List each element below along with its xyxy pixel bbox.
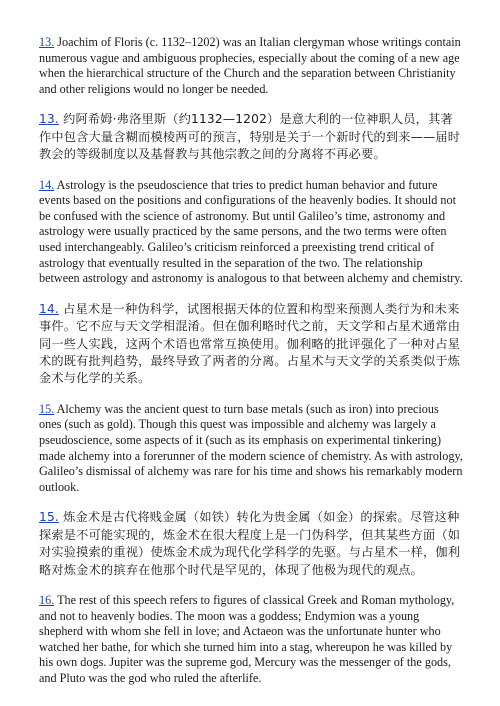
note-text: Astrology is the pseudoscience that tries to predict human behavior and future events based on the positions and configurations of the heavenly bodies. It should not be confused with the science of astronomy. But until Galileo’s time, astronomy and astrology were usually practiced by the same persons, and the two terms were often used interchangeably. Galileo’s criticism reinforced a preexisting trend critical of astrology that eventually resulted in the separation of the two. The relationship between astrology and astronomy is analogous to that between alchemy and chemistry. bbox=[39, 177, 463, 286]
note-number-link[interactable]: 16. bbox=[39, 592, 55, 607]
note-13-en bbox=[39, 35, 463, 97]
note-number-link[interactable]: 14. bbox=[39, 301, 59, 316]
note-text: 约阿希姆·弗洛里斯（约1132—1202）是意大利的一位神职人员，其著作中包含大量含糊而模棱两可的预言，特别是关于一个新时代的到来——届时教会的等级制度以及基督教与其他宗教之间的分离将不再必要。 bbox=[39, 112, 461, 162]
note-text: 炼金术是古代将贱金属（如铁）转化为贵金属（如金）的探索。尽管这种探索是不可能实现的，炼金术在很大程度上是一门伪科学，但其某些方面（如对实验摸索的重视）使炼金术成为现代化学科学的先驱。与占星术一样，伽利略对炼金术的摈弃在他那个时代是罕见的，体现了他极为现代的观点。 bbox=[39, 510, 461, 577]
note-number-link[interactable]: 15. bbox=[39, 510, 59, 525]
note-15-zh bbox=[39, 509, 463, 579]
note-number-link[interactable]: 14. bbox=[39, 177, 55, 192]
note-text: The rest of this speech refers to figures of classical Greek and Roman mythology, and not to heavenly bodies. The moon was a goddess; Endymion was a young shepherd with whom she fell in love; and Actaeon was the unfortunate hunter who watched her bathe, for which she turned him into a stag, whereupon he was killed by his own dogs. Jupiter was the supreme god, Mercury was the messenger of the gods, and Pluto was the god who ruled the afterlife. bbox=[39, 592, 455, 685]
note-15-en bbox=[39, 402, 463, 496]
note-14-en bbox=[39, 178, 463, 287]
note-16-en bbox=[39, 593, 463, 687]
note-number-link[interactable]: 15. bbox=[39, 401, 55, 416]
note-number-link[interactable]: 13. bbox=[39, 35, 55, 49]
note-14-zh bbox=[39, 301, 463, 388]
note-13-zh bbox=[39, 111, 463, 163]
note-text: Alchemy was the ancient quest to turn base metals (such as iron) into precious ones (such as gold). Though this quest was impossible and alchemy was largely a pseudoscience, some aspects of it (such as its emphasis on experimental tinkering) made alchemy into a forerunner of the modern science of chemistry. As with astrology, Galileo’s dismissal of alchemy was rare for his time and shows his remarkably modern outlook. bbox=[39, 401, 463, 494]
note-text: 占星术是一种伪科学，试图根据天体的位置和构型来预测人类行为和未来事件。它不应与天文学相混淆。但在伽利略时代之前，天文学和占星术通常由同一些人实践，这两个术语也常常互换使用。伽利略的批评强化了一种对占星术的既有批判趋势，最终导致了两者的分离。占星术与天文学的关系类似于炼金术与化学的关系。 bbox=[39, 301, 461, 386]
note-text: Joachim of Floris (c. 1132–1202) was an Italian clergyman whose writings contain numerous vague and ambiguous prophecies, especially about the coming of a new age when the hierarchical structure of the Church and the separation between Christianity and other religions would no longer be needed. bbox=[39, 35, 461, 96]
note-number-link[interactable]: 13. bbox=[39, 112, 59, 127]
